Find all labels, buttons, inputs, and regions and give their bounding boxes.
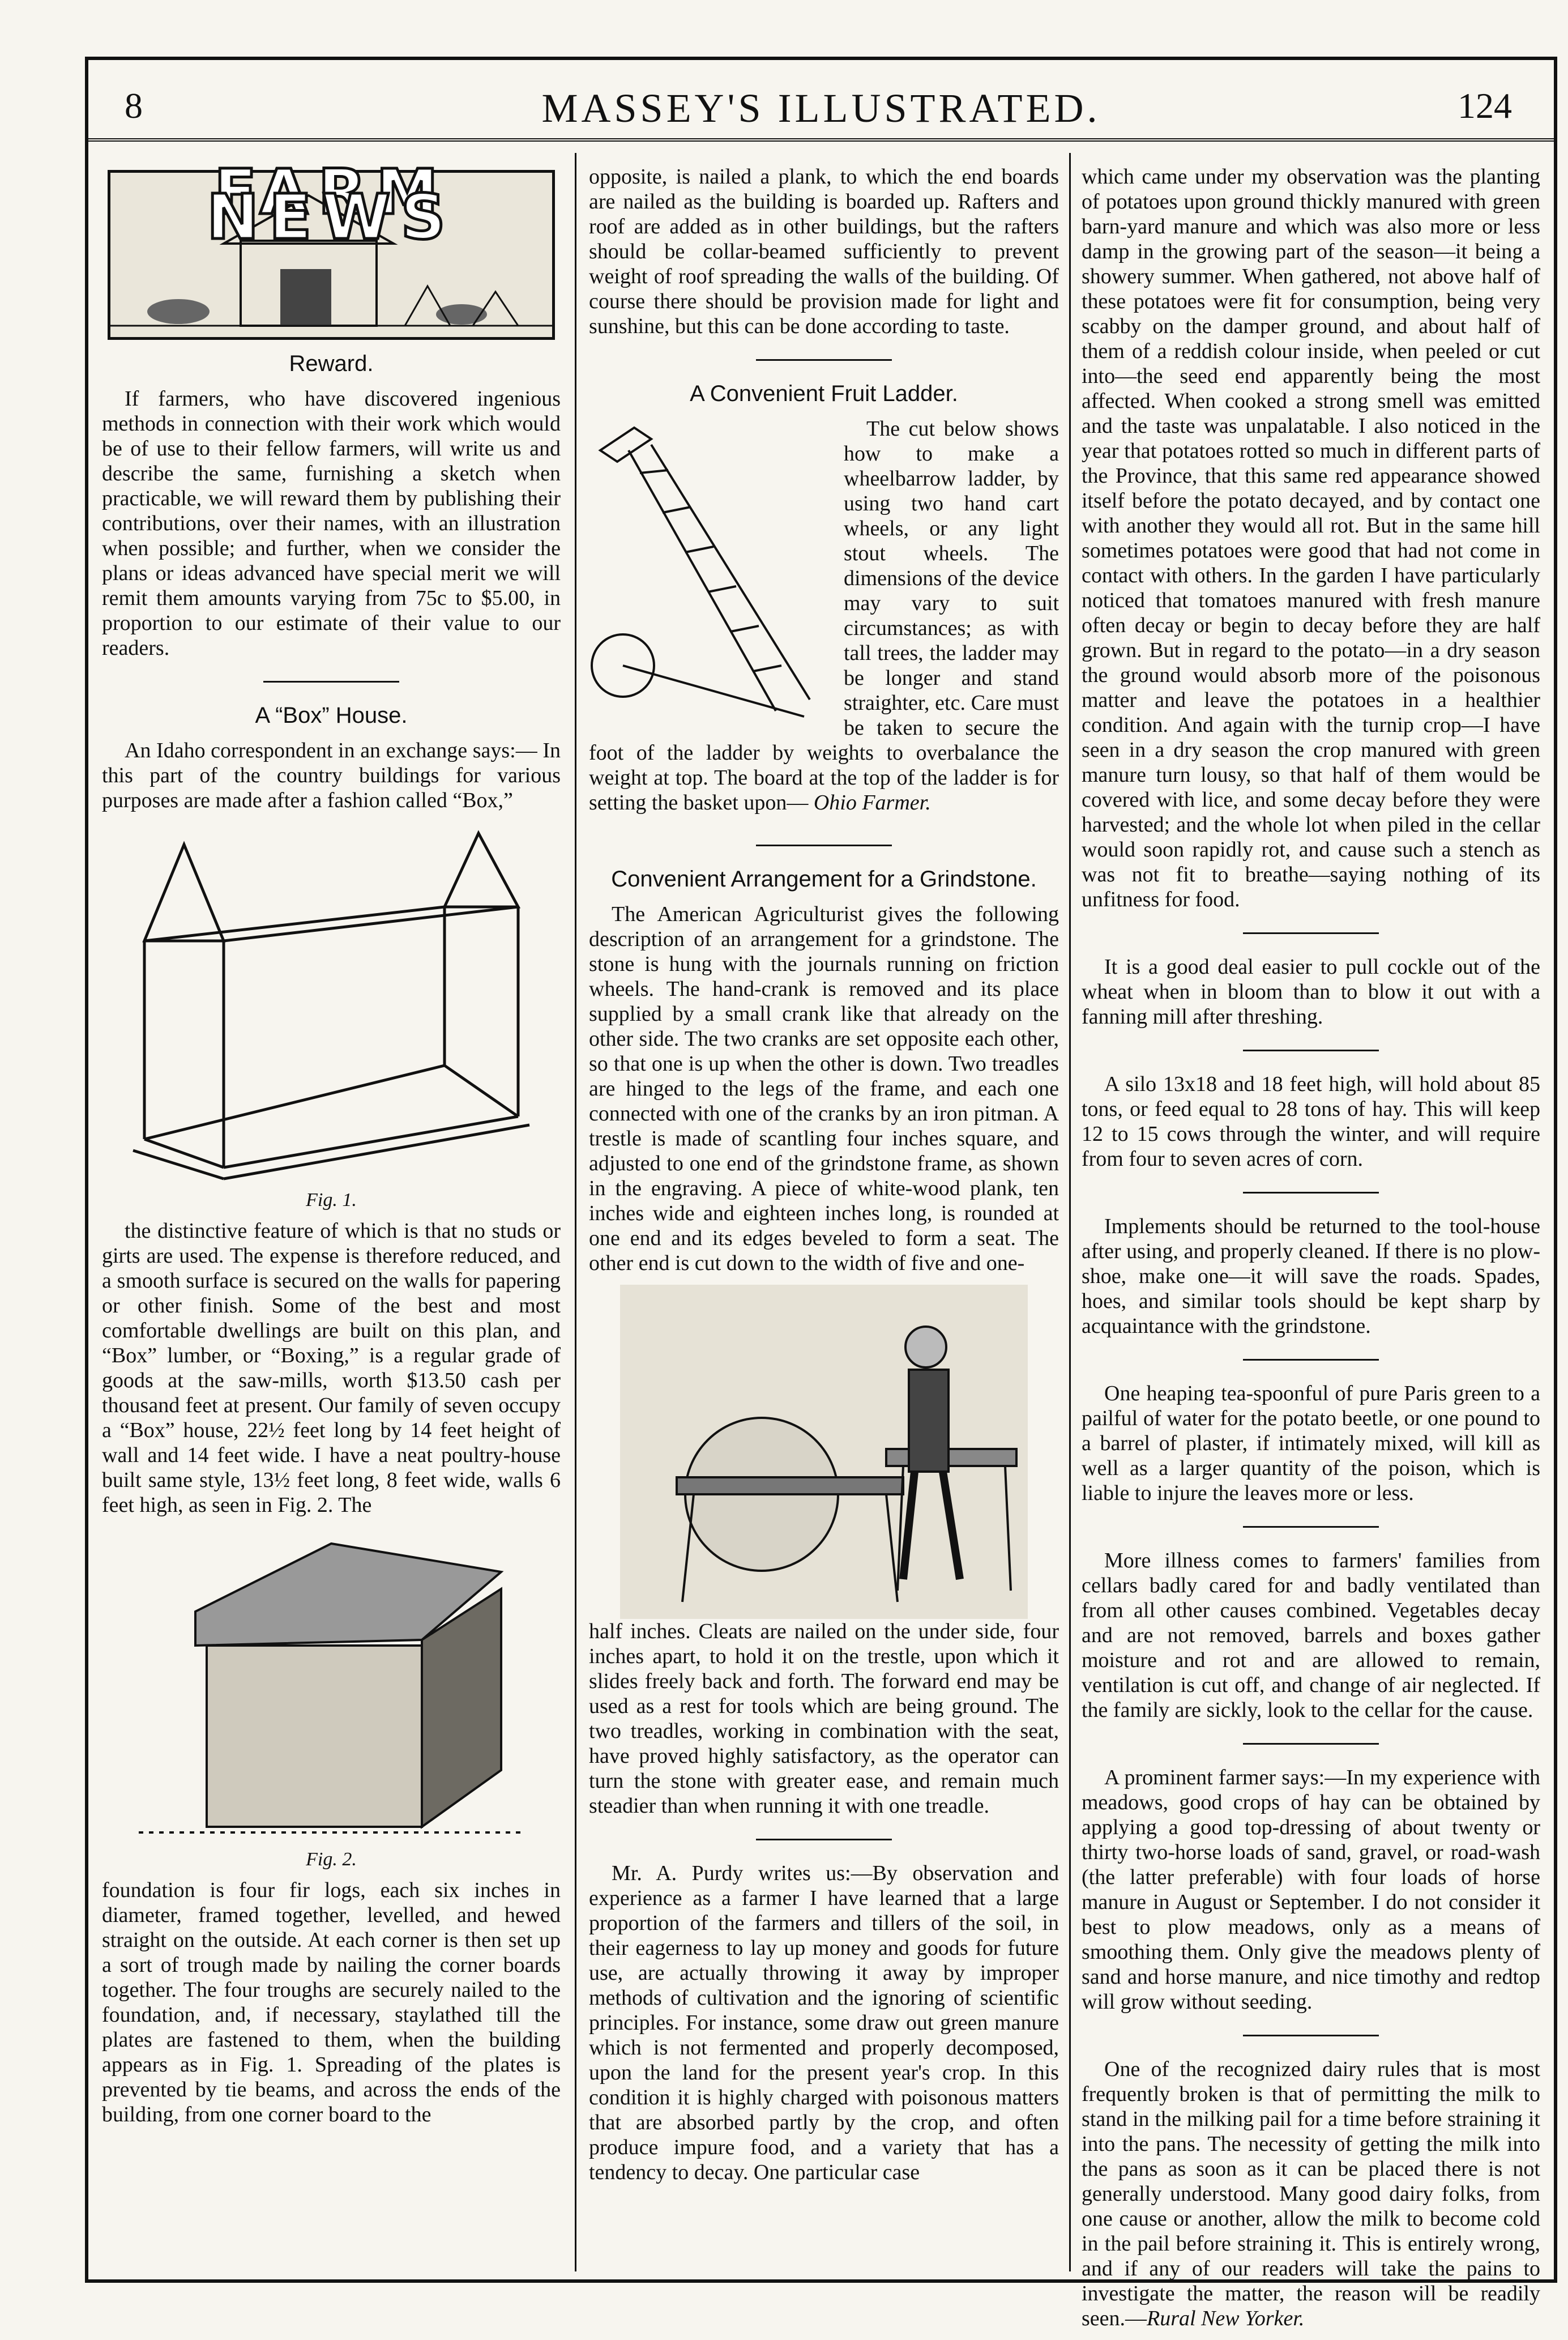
cellar-illness-paragraph: More illness comes to farmers' families from cellars badly cared for and badly ventilated than from all other causes combined. Vegetables decay and are not removed, barrels and boxes gather moisture and rot and are allowed to remain, ventilation is cut off, and change of air neglected. If the family are sickly, look to the cellar for the cause. [1082, 1549, 1540, 1722]
dairy-source: Rural New Yorker. [1147, 2307, 1305, 2330]
grindstone-heading: Convenient Arrangement for a Grindstone. [611, 867, 1037, 892]
cockle-paragraph: It is a good deal easier to pull cockle out of the wheat when in bloom than to blow it out with a fanning mill after threshing. [1082, 955, 1540, 1029]
box-house-continued: opposite, is nailed a plank, to which the end boards are nailed as the building is boarded up. Rafters and roof are added as in other buildings, but the rafters should be collar-beamed sufficiently to prevent weight of roof spreading the walls of the building. Of course there should be provision made for light and sunshine, but this can be done according to taste. [589, 165, 1059, 338]
ladder-source: Ohio Farmer. [813, 791, 931, 815]
column-2 [589, 164, 1059, 2194]
grindstone-paragraph-1: The American Agriculturist gives the following description of an arrangement for a grindstone. The stone is hung with the journals running on friction wheels. The hand-crank is removed and its place supplied by a small crank like that already on the other side. The two cranks are set opposite each other, so that one is up when the other is down. Two treadles are hinged to the legs of the frame, and each one connected with one of the cranks by an iron pitman. A trestle is made of scantling four inches square, and adjusted to one end of the grindstone frame, as shown in the engraving. A piece of white-wood plank, ten inches wide and eighteen inches long, is rounded at one end and its edges beveled to form a seat. The other end is cut down to the width of five and one- [589, 902, 1059, 1275]
box-house-paragraph-3: foundation is four fir logs, each six inches in diameter, framed together, levelled, and hewed straight on the outside. At each corner is then set up a sort of trough made by nailing the corner boards together. The four troughs are securely nailed to the foundation, and, if necessary, staylathed till the plates are fastened to them, when the building appears as in Fig. 1. Spreading of the plates is prevented by tie beams, and across the ends of the building, from one corner board to the [102, 1878, 561, 2126]
figure-2-caption: Fig. 2. [306, 1849, 357, 1870]
dairy-paragraph [1082, 2057, 1540, 2331]
purdy-continued: which came under my observation was the planting of potatoes upon ground thickly manured with green barn-yard manure and which was also more or less damp in the growing part of the season—it being a showery summer. When gathered, not above half of these potatoes were fit for consumption, being very scabby on the damper ground, and about half of them of a reddish colour inside, when peeled or cut into—the seed end apparently being the most affected. When cooked a strong smell was emitted and the taste was unpalatable. I also noticed in the year that potatoes rotted so much in different parts of the Province, that this same red appearance showed itself before the potato decayed, and by contact one with another they would all rot. But in the same hill sometimes potatoes were good that had not come in contact with others. In the garden I have particularly noticed that tomatoes manured with fresh manure often decay or begin to decay before they are half grown. But in regard to the potato—in a dry season the ground would absorb more of the poisonous matter and leave the potatoes in a healthier condition. And again with the turnip crop—I have seen in a dry season the crop manured with green manure turn lousy, so that half of them would be covered with lice, and some decay before they were harvested; and the whole lot when piled in the cellar would soon rapidly rot, and cause such a stench as was not fit to breathe—saying nothing of its unfitness for food. [1082, 165, 1540, 911]
column-1 [102, 156, 561, 2136]
banner-title: FARM NEWS [207, 156, 456, 253]
separator [756, 359, 892, 361]
reward-paragraph: If farmers, who have discovered ingenious methods in connection with their work which would be of use to their fellow farmers, will write us and describe the same, furnishing a sketch when practicable, we will reward them by publishing their contributions, over their names, with an illustration when possible; and further, when we consider the plans or ideas advanced have special merit we will remit them amounts varying from 75c to $5.00, in proportion to our estimate of their value to our readers. [102, 387, 561, 660]
box-house-paragraph-1: An Idaho correspondent in an exchange says:— In this part of the country buildings for various purposes are made after a fashion called “Box,” [102, 739, 561, 812]
figure-1-caption: Fig. 1. [306, 1190, 357, 1211]
poultry-house-figure [127, 1527, 535, 1844]
farm-news-banner [108, 156, 555, 340]
separator [756, 1839, 892, 1840]
separator [263, 681, 399, 683]
separator [1243, 2035, 1379, 2036]
fruit-ladder-heading: A Convenient Fruit Ladder. [690, 381, 958, 406]
page-number-right: 124 [1458, 86, 1512, 126]
silo-paragraph: A silo 13x18 and 18 feet high, will hold about 85 tons, or feed equal to 28 tons of hay. This will keep 12 to 15 cows through the winter, and will require from four to seven acres of corn. [1082, 1072, 1540, 1171]
grindstone-paragraph-2: half inches. Cleats are nailed on the under side, four inches apart, to hold it on the trestle, upon which it slides freely back and forth. The forward end may be used as a rest for tools which are being ground. The two treadles, working in combination with the seat, have proved highly satisfactory, as the operator can turn the stone with greater ease, and remain much steadier than when running it with one treadle. [589, 1619, 1059, 1818]
separator [1243, 1526, 1379, 1528]
column-divider-2 [1069, 153, 1071, 2271]
separator [1243, 932, 1379, 934]
column-divider-1 [575, 153, 576, 2271]
separator [1243, 1050, 1379, 1051]
paris-green-paragraph: One heaping tea-spoonful of pure Paris green to a pailful of water for the potato beetle, or one pound to a barrel of plaster, if intimately mixed, will kill as well as a larger quantity of the poison, which is liable to injure the leaves more or less. [1082, 1382, 1540, 1505]
separator [1243, 1359, 1379, 1361]
wheelbarrow-ladder-figure [589, 416, 832, 734]
separator [1243, 1743, 1379, 1745]
column-3 [1082, 164, 1540, 2340]
reward-heading: Reward. [289, 351, 374, 376]
grindstone-figure [620, 1285, 1028, 1619]
box-house-frame-figure [110, 822, 552, 1184]
fruit-ladder-text: The cut below shows how to make a wheelbarrow ladder, by using two hand cart wheels, or any light stout wheels. The dimensions of the device may vary to suit circumstances; as with tall trees, the ladder may be longer and stand straighter, etc. Care must be taken to secure the foot of the ladder by weights to overbalance the weight at top. The board at the top of the ladder is for setting the basket upon— [589, 417, 1059, 815]
box-house-paragraph-2: the distinctive feature of which is that no studs or girts are used. The expense is therefore reduced, and a smooth surface is secured on the walls for papering or other finish. Some of the best and most comfortable dwellings are built on this plan, and “Box” lumber, or “Boxing,” is a regular grade of goods at the saw-mills, worth $13.50 cash per thousand feet at present. Our family of seven occupy a “Box” house, 22½ feet long by 14 feet height of wall and 14 feet wide. I have a neat poultry-house built same style, 13½ feet long, 8 feet wide, walls 6 feet high, as seen in Fig. 2. The [102, 1219, 561, 1517]
masthead [85, 79, 1557, 142]
meadows-paragraph: A prominent farmer says:—In my experience with meadows, good crops of hay can be obtained by applying a good top-dressing of about twenty or thirty two-horse loads of sand, gravel, or road-wash (the latter preferable) with four loads of horse manure in August or September. I do not consider it best to plow meadows, only as a means of smoothing them. Only give the meadows plenty of sand and horse manure, and nice timothy and redtop will grow without seeding. [1082, 1766, 1540, 2014]
separator [756, 845, 892, 846]
publication-title: MASSEY'S ILLUSTRATED. [541, 86, 1101, 131]
purdy-paragraph: Mr. A. Purdy writes us:—By observation and experience as a farmer I have learned that a large proportion of the farmers and tillers of the soil, in their eagerness to lay up money and goods for future use, are actually throwing it away by improper methods of cultivation and the ignoring of scientific principles. For instance, some draw out green manure which is not fermented and properly decomposed, upon the land for the present year's crop. In this condition it is highly charged with poisonous matters that are absorbed partly by the crop, and often produce impure food, and a variety that has a tendency to decay. One particular case [589, 1861, 1059, 2184]
implements-paragraph: Implements should be returned to the tool-house after using, and properly cleaned. If there is no plow-shoe, make one—it will save the roads. Spades, hoes, and similar tools should be kept sharp by acquaintance with the grindstone. [1082, 1214, 1540, 1338]
page-number-left: 8 [125, 86, 143, 126]
dairy-text: One of the recognized dairy rules that is most frequently broken is that of permitting the milk to stand in the milking pail for a time before straining it into the pans. The necessity of getting the milk into the pans as soon as it can be placed there is not generally understood. Many good dairy folks, from one cause or another, allow the milk to become cold in the pail before straining it. This is entirely wrong, and if any of our readers will take the pains to investigate the matter, the reason will be readily seen.— [1082, 2057, 1540, 2330]
box-house-heading: A “Box” House. [255, 703, 408, 728]
separator [1243, 1192, 1379, 1194]
